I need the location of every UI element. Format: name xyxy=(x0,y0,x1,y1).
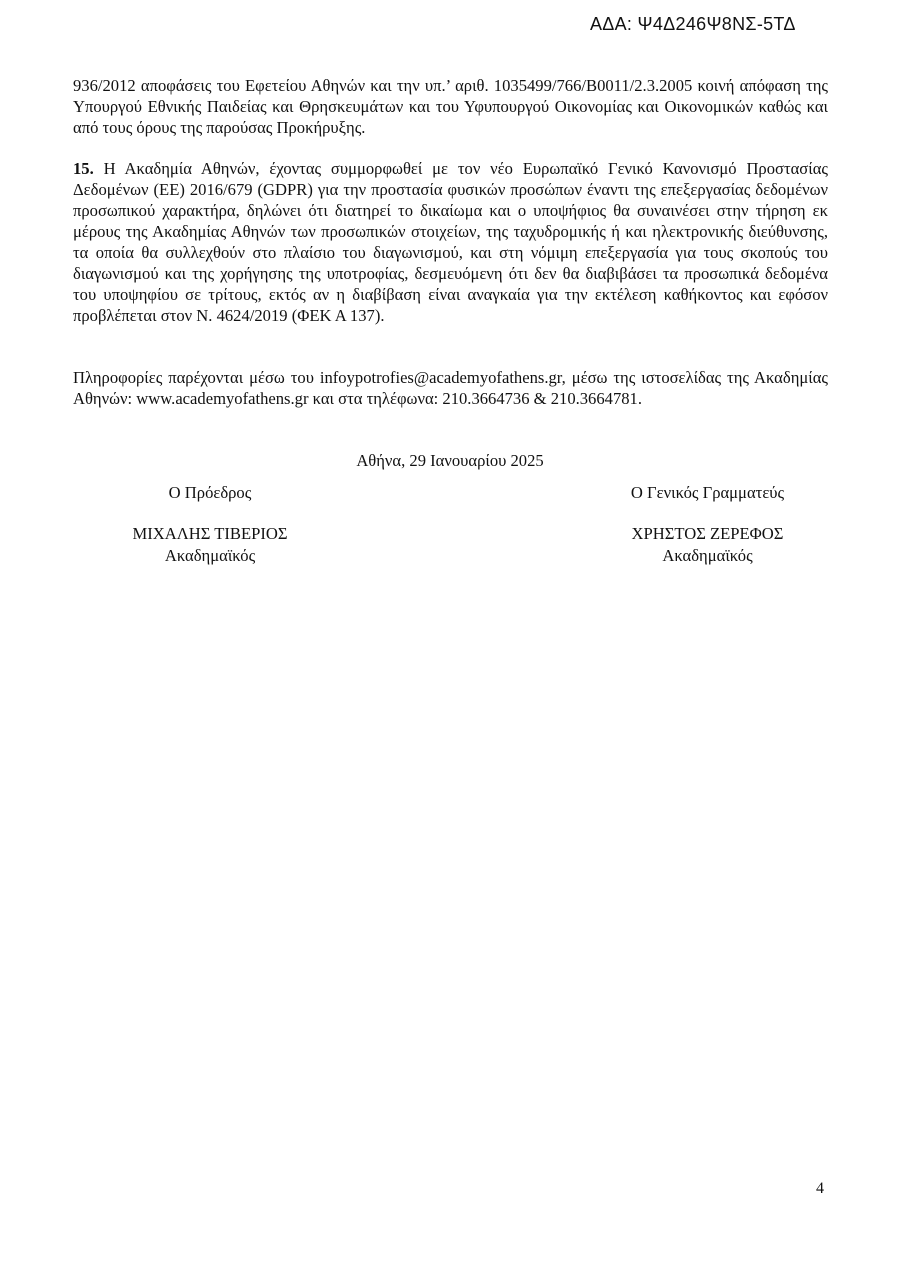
signature-left-title: Ακαδημαϊκός xyxy=(164,546,256,565)
continuation-paragraph: 936/2012 αποφάσεις του Εφετείου Αθηνών και την υπ.’ αριθ. 1035499/766/Β0011/2.3.2005 κοινή απόφαση της Υπουργού Εθνικής Παιδείας και Θρησκευμάτων και του Υφυπουργού Οικονομίας και Οικονομικών καθώς και από τους όρους της παρούσας Προκήρυξης. xyxy=(73,76,828,137)
signature-left-name: ΜΙΧΑΛΗΣ ΤΙΒΕΡΙΟΣ xyxy=(132,524,288,543)
signature-left-role: Ο Πρόεδρος xyxy=(168,483,252,502)
info-paragraph: Πληροφορίες παρέχονται μέσω του infoypotrofies@academyofathens.gr, μέσω της ιστοσελίδας της Ακαδημίας Αθηνών: www.academyofathens.gr και στα τηλέφωνα: 210.3664736 & 210.3664781. xyxy=(73,368,828,408)
item-15-number: 15. xyxy=(73,159,94,178)
item-15-paragraph xyxy=(73,158,828,326)
signature-right-title: Ακαδημαϊκός xyxy=(662,546,753,565)
ada-code: ΑΔΑ: Ψ4Δ246Ψ8ΝΣ-5ΤΔ xyxy=(590,14,796,34)
signature-right-name: ΧΡΗΣΤΟΣ ΖΕΡΕΦΟΣ xyxy=(631,524,784,543)
signature-right-role: Ο Γενικός Γραμματεύς xyxy=(630,483,785,502)
item-15-text: Η Ακαδημία Αθηνών, έχοντας συμμορφωθεί με τον νέο Ευρωπαϊκό Γενικό Κανονισμό Προστασίας Δεδομένων (ΕΕ) 2016/679 (GDPR) για την προστασία φυσικών προσώπων έναντι της επεξεργασίας δεδομένων προσωπικού χαρακτήρα, δηλώνει ότι διατηρεί το δικαίωμα και ο υποψήφιος θα συναινέσει στην τήρηση εκ μέρους της Ακαδημίας Αθηνών των προσωπικών στοιχείων, της ταχυδρομικής ή και ηλεκτρονικής διεύθυνσης, τα οποία θα συλλεχθούν στο πλαίσιο του διαγωνισμού, και στη νόμιμη επεξεργασία για τους σκοπούς του διαγωνισμού και της χορήγησης της υποτροφίας, δεσμευόμενη ότι δεν θα διαβιβάσει τα προσωπικά δεδομένα του υποψηφίου σε τρίτους, εκτός αν η διαβίβαση είναι αναγκαία για την εκτέλεση καθήκοντος και εφόσον προβλέπεται στον Ν. 4624/2019 (ΦΕΚ Α 137). xyxy=(73,159,828,325)
page-number: 4 xyxy=(816,1180,824,1197)
date-line: Αθήνα, 29 Ιανουαρίου 2025 xyxy=(356,451,544,470)
